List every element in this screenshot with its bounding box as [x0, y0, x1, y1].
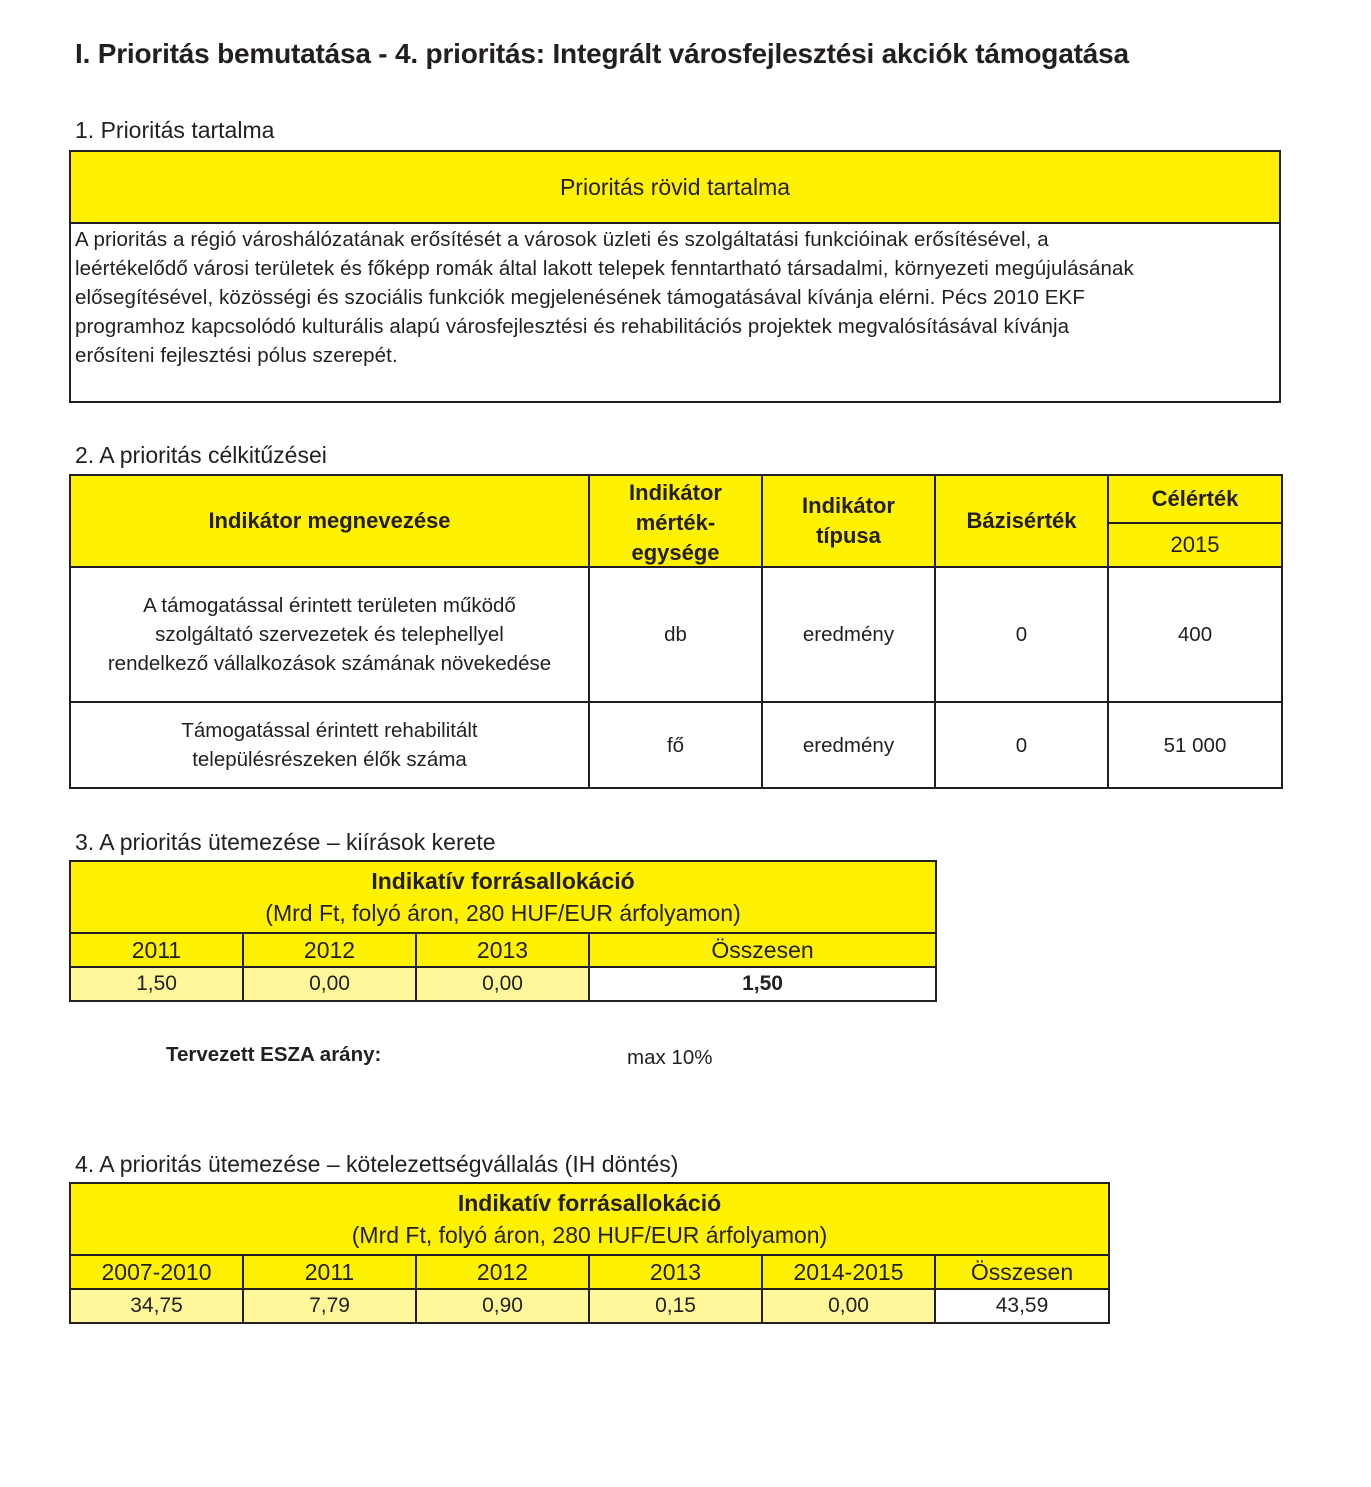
priority-content-table [69, 150, 1281, 403]
allocation-header [70, 1183, 1109, 1255]
year-header: 2007-2010 [70, 1255, 243, 1289]
indicator-name-line: rendelkező vállalkozások számának növekedése [107, 652, 552, 675]
section-1-heading: 1. Prioritás tartalma [75, 117, 275, 143]
year-header: 2013 [416, 933, 589, 967]
allocation-header [70, 861, 936, 933]
unit-header-line: egysége [631, 540, 720, 565]
commitment-schedule-table [69, 1182, 1110, 1324]
base-value-header: Bázisérték [935, 475, 1108, 567]
indicator-unit-cell: fő [589, 702, 762, 788]
target-value-header: Célérték [1108, 475, 1282, 523]
indicator-type-header [762, 475, 935, 567]
target-year-header: 2015 [1108, 523, 1282, 567]
indicator-name-cell [70, 567, 589, 702]
body-line: elősegítésével, közösségi és szociális funkciók megjelenésének támogatásával kívánja elérni. Pécs 2010 EKF [75, 286, 1085, 309]
year-header: 2011 [243, 1255, 416, 1289]
indicator-name-header: Indikátor megnevezése [70, 475, 589, 567]
base-value-cell: 0 [935, 567, 1108, 702]
year-value: 0,00 [762, 1289, 935, 1323]
total-value: 1,50 [589, 967, 936, 1001]
body-line: leértékelődő városi területek és főképp romák által lakott telepek fenntartható társadalmi, környezeti megújulásának [75, 257, 1134, 280]
target-value-cell: 51 000 [1108, 702, 1282, 788]
base-value-cell: 0 [935, 702, 1108, 788]
section-4-heading: 4. A prioritás ütemezése – kötelezettségvállalás (IH döntés) [75, 1151, 679, 1177]
year-value: 0,00 [243, 967, 416, 1001]
priority-content-body [70, 223, 1280, 402]
total-header: Összesen [589, 933, 936, 967]
year-header: 2014-2015 [762, 1255, 935, 1289]
indicator-type-cell: eredmény [762, 702, 935, 788]
priority-content-header: Prioritás rövid tartalma [70, 151, 1280, 223]
body-line: erősíteni fejlesztési pólus szerepét. [75, 344, 398, 367]
objectives-table [69, 474, 1283, 789]
unit-header-clip [590, 476, 761, 566]
indicator-name-line: Támogatással érintett rehabilitált [181, 719, 478, 742]
target-value-cell: 400 [1108, 567, 1282, 702]
indicator-name-line: településrészeken élők száma [192, 748, 467, 771]
year-header: 2011 [70, 933, 243, 967]
allocation-header-subtitle: (Mrd Ft, folyó áron, 280 HUF/EUR árfolyamon) [265, 900, 741, 926]
indicator-name-line: szolgáltató szervezetek és telephellyel [155, 623, 504, 646]
year-header: 2013 [589, 1255, 762, 1289]
total-header: Összesen [935, 1255, 1109, 1289]
allocation-header-title: Indikatív forrásallokáció [457, 1190, 722, 1216]
indicator-unit-header [589, 475, 762, 567]
year-value: 7,79 [243, 1289, 416, 1323]
page-title: I. Prioritás bemutatása - 4. prioritás: Integrált városfejlesztési akciók támogatása [75, 38, 1129, 69]
year-header: 2012 [243, 933, 416, 967]
body-line: programhoz kapcsolódó kulturális alapú városfejlesztési és rehabilitációs projektek megvalósításával kívánja [75, 315, 1070, 338]
allocation-header-title: Indikatív forrásallokáció [371, 868, 635, 894]
esza-label: Tervezett ESZA arány: [166, 1043, 382, 1066]
indicator-type-cell: eredmény [762, 567, 935, 702]
indicator-name-cell [70, 702, 589, 788]
section-2-heading: 2. A prioritás célkitűzései [75, 442, 327, 468]
total-value: 43,59 [935, 1289, 1109, 1323]
type-header-line: Indikátor [802, 493, 895, 518]
year-value: 0,90 [416, 1289, 589, 1323]
year-value: 0,00 [416, 967, 589, 1001]
unit-header-line: mérték- [635, 510, 716, 535]
year-value: 1,50 [70, 967, 243, 1001]
unit-header-line: Indikátor [629, 480, 722, 505]
call-schedule-table [69, 860, 937, 1002]
indicator-name-line: A támogatással érintett területen működő [143, 594, 516, 617]
year-value: 34,75 [70, 1289, 243, 1323]
body-line: A prioritás a régió városhálózatának erősítését a városok üzleti és szolgáltatási funkcióinak erősítésével, a [75, 228, 1049, 251]
type-header-line: típusa [816, 523, 881, 548]
allocation-header-subtitle: (Mrd Ft, folyó áron, 280 HUF/EUR árfolyamon) [351, 1222, 828, 1248]
section-3-heading: 3. A prioritás ütemezése – kiírások kerete [75, 829, 496, 855]
year-header: 2012 [416, 1255, 589, 1289]
esza-value: max 10% [627, 1046, 713, 1069]
indicator-unit-cell: db [589, 567, 762, 702]
year-value: 0,15 [589, 1289, 762, 1323]
